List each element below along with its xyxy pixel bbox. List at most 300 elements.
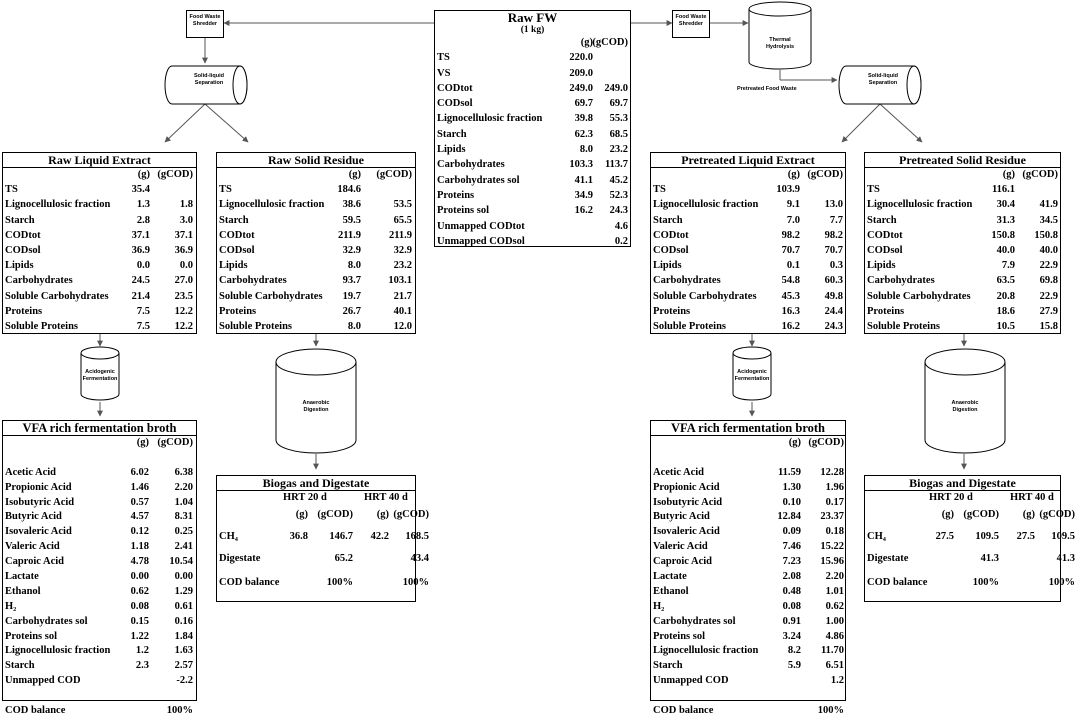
value-g: 38.6 xyxy=(342,199,361,211)
value-g: 1.3 xyxy=(136,199,150,211)
table-row xyxy=(3,320,196,335)
value-g: 63.5 xyxy=(996,275,1015,287)
value-gcod: 23.2 xyxy=(393,260,412,272)
biogas-row xyxy=(217,549,429,573)
table-header-row xyxy=(3,168,196,183)
value-gcod: 0.16 xyxy=(174,615,193,627)
row-label: Carbohydrates sol xyxy=(437,174,520,186)
table-row xyxy=(435,143,630,158)
biogas-row xyxy=(865,523,1075,549)
table-row xyxy=(435,158,630,173)
value-gcod: 34.5 xyxy=(1039,214,1058,226)
row-label: Butyric Acid xyxy=(5,511,62,523)
value-gcod: 23.37 xyxy=(820,511,844,523)
table-row xyxy=(217,229,415,244)
row-label: Ethanol xyxy=(5,585,41,597)
value-gcod: 10.54 xyxy=(169,556,193,568)
value-g: 150.8 xyxy=(991,229,1015,241)
value-g: 0.08 xyxy=(782,600,801,612)
row-label: Acetic Acid xyxy=(5,466,57,478)
row-label: TS xyxy=(437,52,450,64)
value-g: 36.9 xyxy=(131,244,150,256)
value-gcod: 22.9 xyxy=(1039,290,1058,302)
shredder-label-right: Food Waste Shredder xyxy=(675,14,707,27)
value-gcod: 24.4 xyxy=(824,305,843,317)
value-gcod: 8.31 xyxy=(174,511,193,523)
value-g: 103.3 xyxy=(569,159,593,171)
biogas-row xyxy=(217,523,429,549)
value-g: 62.3 xyxy=(574,128,593,140)
row-label: Lignocellulosic fraction xyxy=(867,199,973,211)
table-row xyxy=(651,214,845,229)
value-g: 2.3 xyxy=(135,660,149,672)
arrow-right-to-solid xyxy=(880,104,922,142)
row-label: Soluble Proteins xyxy=(867,320,941,332)
value-g: 0.00 xyxy=(130,571,149,583)
value-gcod: 70.7 xyxy=(824,244,843,256)
anaerobic-label-right: Anaerobic Digestion xyxy=(951,400,979,413)
value-gcod: 2.57 xyxy=(174,660,193,672)
unit-subheader: (gCOD) xyxy=(317,509,353,520)
value-gcod: 4.86 xyxy=(825,630,844,642)
value-gcod: 60.3 xyxy=(824,275,843,287)
row-label: Butyric Acid xyxy=(653,511,710,523)
row-label: CODsol xyxy=(437,98,473,110)
value-gcod: 0.0 xyxy=(179,260,193,272)
table-header-row xyxy=(435,36,630,51)
table-row xyxy=(651,510,845,525)
row-label: Proteins sol xyxy=(437,205,490,217)
row-label: Proteins xyxy=(437,189,475,201)
value-gcod: 0.61 xyxy=(174,600,193,612)
row-label: Carbohydrates sol xyxy=(653,615,736,627)
value-g: 184.6 xyxy=(337,184,361,196)
value-g: 8.2 xyxy=(787,645,801,657)
value-g: 26.7 xyxy=(342,305,361,317)
row-label: COD balance xyxy=(867,577,928,588)
row-label: Starch xyxy=(5,660,35,672)
table-row xyxy=(3,570,196,585)
col-header-g: (g) xyxy=(580,37,593,48)
value-g: 3.24 xyxy=(782,630,801,642)
value-g: 2.8 xyxy=(136,214,150,226)
row-label: Carbohydrates xyxy=(219,275,287,287)
value-gcod: 49.8 xyxy=(824,290,843,302)
row-label: CODtot xyxy=(219,229,255,241)
value-g: 2.08 xyxy=(782,571,801,583)
row-label: Lipids xyxy=(653,260,682,272)
col-header-g: (g) xyxy=(136,437,149,448)
value-gcod: 1.96 xyxy=(825,481,844,493)
biogas-value: 42.2 xyxy=(370,531,389,542)
value-gcod: 55.3 xyxy=(609,113,628,125)
value-gcod: 2.20 xyxy=(174,481,193,493)
value-gcod: 12.28 xyxy=(820,466,844,478)
table-row xyxy=(217,290,415,305)
biogas-row xyxy=(865,573,1075,597)
value-g: 5.9 xyxy=(787,660,801,672)
biogas-value: 168.5 xyxy=(405,531,429,542)
table-row xyxy=(3,274,196,289)
table-row xyxy=(651,466,845,481)
row-label: H₂ xyxy=(653,600,665,612)
row-label: CODtot xyxy=(437,82,473,94)
table-row xyxy=(651,305,845,320)
row-label: Proteins xyxy=(219,305,257,317)
value-g: 16.2 xyxy=(574,205,593,217)
table-row xyxy=(217,183,415,198)
value-gcod: 1.63 xyxy=(174,645,193,657)
row-label: Soluble Proteins xyxy=(5,320,79,332)
value-gcod: 0.17 xyxy=(825,496,844,508)
row-label: H₂ xyxy=(5,600,17,612)
value-g: 0.12 xyxy=(130,526,149,538)
value-gcod: 13.0 xyxy=(824,199,843,211)
table-row xyxy=(435,220,630,235)
subheader-row xyxy=(865,506,1075,523)
value-g: 9.1 xyxy=(786,199,800,211)
biogas-value: 109.5 xyxy=(1051,531,1075,542)
vfa-raw-title: VFA rich fermentation broth xyxy=(3,421,196,436)
row-label: Lipids xyxy=(437,144,466,156)
separation-label-left: Solid-liquid Separation xyxy=(194,73,224,86)
value-g: 1.22 xyxy=(130,630,149,642)
value-g: 24.5 xyxy=(131,275,150,287)
table-row xyxy=(3,555,196,570)
table-row xyxy=(865,259,1060,274)
value-g: 39.8 xyxy=(574,113,593,125)
row-label: Carbohydrates xyxy=(437,159,505,171)
table-row xyxy=(651,274,845,289)
row-label: Carbohydrates sol xyxy=(5,615,88,627)
value-gcod: 4.6 xyxy=(614,220,628,232)
table-header-row xyxy=(217,168,415,183)
biogas-value: 65.2 xyxy=(334,553,353,564)
table-row xyxy=(865,244,1060,259)
table-row xyxy=(3,659,196,674)
table-row xyxy=(865,305,1060,320)
table-row xyxy=(865,198,1060,213)
table-row xyxy=(3,305,196,320)
biogas-value: 100% xyxy=(402,577,429,588)
row-label: TS xyxy=(653,184,666,196)
row-label: Unmapped CODsol xyxy=(437,235,525,247)
col-header-g: (g) xyxy=(137,169,150,180)
thermal-label: Thermal Hydrolysis xyxy=(765,37,795,50)
shredder-label-left: Food Waste Shredder xyxy=(189,14,221,27)
value-gcod: 24.3 xyxy=(824,320,843,332)
row-label: Acetic Acid xyxy=(653,466,705,478)
row-label: Proteins sol xyxy=(5,630,58,642)
table-row xyxy=(651,451,845,466)
unit-subheader: (gCOD) xyxy=(963,509,999,520)
col-header-gcod: (gCOD) xyxy=(808,437,844,448)
value-gcod: 15.22 xyxy=(820,541,844,553)
table-row xyxy=(217,214,415,229)
row-label: Unmapped COD xyxy=(653,675,729,687)
value-g: 32.9 xyxy=(342,244,361,256)
table-row xyxy=(651,525,845,540)
col-header-gcod: (gCOD) xyxy=(1022,169,1058,180)
value-g: 16.2 xyxy=(781,320,800,332)
value-gcod: 27.9 xyxy=(1039,305,1058,317)
row-label: CODsol xyxy=(5,244,41,256)
table-row xyxy=(3,244,196,259)
value-gcod: 0.3 xyxy=(829,260,843,272)
table-row xyxy=(3,290,196,305)
table-row xyxy=(435,174,630,189)
value-g: 0.0 xyxy=(136,260,150,272)
row-label: CH₄ xyxy=(867,531,886,542)
thermal-hydrolysis-vessel xyxy=(749,2,811,69)
table-row xyxy=(651,659,845,674)
row-label: Soluble Proteins xyxy=(653,320,727,332)
value-g: 0.91 xyxy=(782,615,801,627)
hrt-group-header: HRT 40 d xyxy=(364,492,408,503)
value-gcod: 2.41 xyxy=(174,541,193,553)
value-gcod: 100% xyxy=(817,705,844,717)
value-g: 31.3 xyxy=(996,214,1015,226)
row-label: Ethanol xyxy=(653,585,689,597)
value-gcod: 15.96 xyxy=(820,556,844,568)
value-g: 0.57 xyxy=(130,496,149,508)
value-gcod: 211.9 xyxy=(388,229,412,241)
table-row xyxy=(651,689,845,704)
raw-solid-title: Raw Solid Residue xyxy=(217,153,415,168)
value-gcod: 1.04 xyxy=(174,496,193,508)
row-label: Lipids xyxy=(219,260,248,272)
value-gcod: 68.5 xyxy=(609,128,628,140)
shredder-box-right xyxy=(672,10,710,38)
row-label: Carbohydrates xyxy=(653,275,721,287)
row-label: Starch xyxy=(5,214,35,226)
row-label: Valeric Acid xyxy=(653,541,708,553)
table-row xyxy=(865,320,1060,335)
table-row xyxy=(651,183,845,198)
value-g: 116.1 xyxy=(991,184,1015,196)
table-row xyxy=(435,112,630,127)
raw-liquid-title: Raw Liquid Extract xyxy=(3,153,196,168)
row-label: Unmapped COD xyxy=(5,675,81,687)
row-label: Isobutyric Acid xyxy=(653,496,723,508)
table-row xyxy=(651,570,845,585)
value-gcod: 32.9 xyxy=(393,244,412,256)
biogas-value: 43.4 xyxy=(410,553,429,564)
table-row xyxy=(651,320,845,335)
table-row xyxy=(651,244,845,259)
table-row xyxy=(3,704,196,719)
value-g: 37.1 xyxy=(131,229,150,241)
value-gcod: 27.0 xyxy=(174,275,193,287)
vfa-pre-title: VFA rich fermentation broth xyxy=(651,421,845,436)
table-row xyxy=(651,555,845,570)
table-row xyxy=(3,600,196,615)
value-g: 7.46 xyxy=(782,541,801,553)
value-g: 8.0 xyxy=(347,260,361,272)
table-row xyxy=(3,229,196,244)
table-row xyxy=(435,189,630,204)
table-row xyxy=(435,128,630,143)
value-gcod: 52.3 xyxy=(609,189,628,201)
value-gcod: 0.18 xyxy=(825,526,844,538)
value-g: 54.8 xyxy=(781,275,800,287)
row-label: VS xyxy=(437,67,451,79)
biogas-digestate-raw-table xyxy=(216,475,429,602)
value-g: 0.15 xyxy=(130,615,149,627)
value-g: 1.18 xyxy=(130,541,149,553)
biogas-pre-title: Biogas and Digestate xyxy=(865,476,1060,491)
row-label: TS xyxy=(219,184,232,196)
value-g: 12.84 xyxy=(777,511,801,523)
row-label: Starch xyxy=(219,214,249,226)
value-g: 4.78 xyxy=(130,556,149,568)
anaerobic-label-left: Anaerobic Digestion xyxy=(302,400,330,413)
row-label: Carbohydrates xyxy=(5,275,73,287)
raw-solid-residue-table xyxy=(216,152,416,334)
table-row xyxy=(3,615,196,630)
raw-fw-table xyxy=(434,10,631,247)
value-gcod: 45.2 xyxy=(609,174,628,186)
value-g: 59.5 xyxy=(342,214,361,226)
biogas-row xyxy=(217,573,429,597)
row-label: Proteins xyxy=(5,305,43,317)
biogas-value: 146.7 xyxy=(329,531,353,542)
value-gcod: 40.0 xyxy=(1039,244,1058,256)
row-label: Lactate xyxy=(5,571,39,583)
table-row xyxy=(435,97,630,112)
group-header-row xyxy=(865,491,1060,506)
row-label: COD balance xyxy=(5,705,66,717)
value-gcod: 103.1 xyxy=(388,275,412,287)
value-gcod: 69.8 xyxy=(1039,275,1058,287)
value-g: 69.7 xyxy=(574,98,593,110)
value-g: 0.10 xyxy=(782,496,801,508)
value-gcod: 2.20 xyxy=(825,571,844,583)
value-g: 34.9 xyxy=(574,189,593,201)
table-row xyxy=(3,183,196,198)
row-label: Lipids xyxy=(867,260,896,272)
table-row xyxy=(3,525,196,540)
row-label: Lipids xyxy=(5,260,34,272)
value-g: 93.7 xyxy=(342,275,361,287)
shredder-box-left xyxy=(186,10,224,38)
value-gcod: 0.00 xyxy=(174,571,193,583)
value-gcod: 6.38 xyxy=(174,466,193,478)
row-label: Lignocellulosic fraction xyxy=(653,199,759,211)
table-row xyxy=(435,67,630,82)
col-header-gcod: (gCOD) xyxy=(157,437,193,448)
value-g: 70.7 xyxy=(781,244,800,256)
unit-subheader: (gCOD) xyxy=(1039,509,1075,520)
value-gcod: 1.2 xyxy=(830,675,844,687)
value-gcod: 249.0 xyxy=(604,82,628,94)
value-gcod: 36.9 xyxy=(174,244,193,256)
unit-subheader: (g) xyxy=(376,509,389,520)
col-header-g: (g) xyxy=(787,169,800,180)
table-row xyxy=(3,259,196,274)
value-gcod: 7.7 xyxy=(829,214,843,226)
col-header-g: (g) xyxy=(1002,169,1015,180)
arrow-left-to-solid xyxy=(205,104,248,142)
value-gcod: 0.62 xyxy=(825,600,844,612)
row-label: Soluble Carbohydrates xyxy=(867,290,971,302)
table-row xyxy=(651,540,845,555)
value-g: 1.46 xyxy=(130,481,149,493)
table-row xyxy=(865,290,1060,305)
biogas-value: 100% xyxy=(972,577,999,588)
table-row xyxy=(865,274,1060,289)
table-row xyxy=(217,259,415,274)
value-gcod: 24.3 xyxy=(609,205,628,217)
row-label: CODtot xyxy=(867,229,903,241)
table-row xyxy=(3,585,196,600)
hrt-group-header: HRT 20 d xyxy=(929,492,973,503)
value-g: 7.5 xyxy=(136,320,150,332)
value-g: 19.7 xyxy=(342,290,361,302)
value-g: 0.48 xyxy=(782,585,801,597)
value-g: 21.4 xyxy=(131,290,150,302)
hrt-group-header: HRT 40 d xyxy=(1010,492,1054,503)
table-row xyxy=(651,496,845,511)
separation-label-right: Solid-liquid Separation xyxy=(868,73,898,86)
table-row xyxy=(651,674,845,689)
table-row xyxy=(435,204,630,219)
value-g: 1.30 xyxy=(782,481,801,493)
col-header-gcod: (gCOD) xyxy=(807,169,843,180)
row-label: Isovaleric Acid xyxy=(653,526,720,538)
row-label: Soluble Proteins xyxy=(219,320,293,332)
unit-subheader: (g) xyxy=(1022,509,1035,520)
table-row xyxy=(651,198,845,213)
vfa-broth-raw-table xyxy=(2,420,197,717)
row-label: Starch xyxy=(653,214,683,226)
value-gcod: 23.5 xyxy=(174,290,193,302)
value-g: 41.1 xyxy=(574,174,593,186)
value-gcod: 1.00 xyxy=(825,615,844,627)
value-gcod: 53.5 xyxy=(393,199,412,211)
value-gcod: -2.2 xyxy=(176,675,193,687)
table-header-row xyxy=(3,436,196,451)
group-header-row xyxy=(217,491,415,506)
raw-fw-subtitle: (1 kg) xyxy=(520,25,545,35)
row-label: CODtot xyxy=(5,229,41,241)
value-g: 8.0 xyxy=(347,320,361,332)
row-label: Starch xyxy=(653,660,683,672)
pretreated-fw-label: Pretreated Food Waste xyxy=(737,86,797,92)
pretreated-liquid-extract-table xyxy=(650,152,846,334)
value-g: 40.0 xyxy=(996,244,1015,256)
value-g: 98.2 xyxy=(781,229,800,241)
value-gcod: 41.9 xyxy=(1039,199,1058,211)
table-row xyxy=(651,259,845,274)
unit-subheader: (g) xyxy=(295,509,308,520)
table-header-row xyxy=(651,168,845,183)
row-label: CODtot xyxy=(653,229,689,241)
biogas-value: 100% xyxy=(1048,577,1075,588)
pre-liquid-title: Pretreated Liquid Extract xyxy=(651,153,845,168)
value-g: 35.4 xyxy=(131,184,150,196)
row-label: Proteins xyxy=(653,305,691,317)
row-label: COD balance xyxy=(219,577,280,588)
table-row xyxy=(651,290,845,305)
unit-subheader: (g) xyxy=(941,509,954,520)
value-gcod: 100% xyxy=(166,705,193,717)
row-label: CODsol xyxy=(219,244,255,256)
biogas-row xyxy=(865,549,1075,573)
vfa-broth-pretreated-table xyxy=(650,420,846,717)
value-g: 8.0 xyxy=(579,144,593,156)
value-g: 211.9 xyxy=(337,229,361,241)
